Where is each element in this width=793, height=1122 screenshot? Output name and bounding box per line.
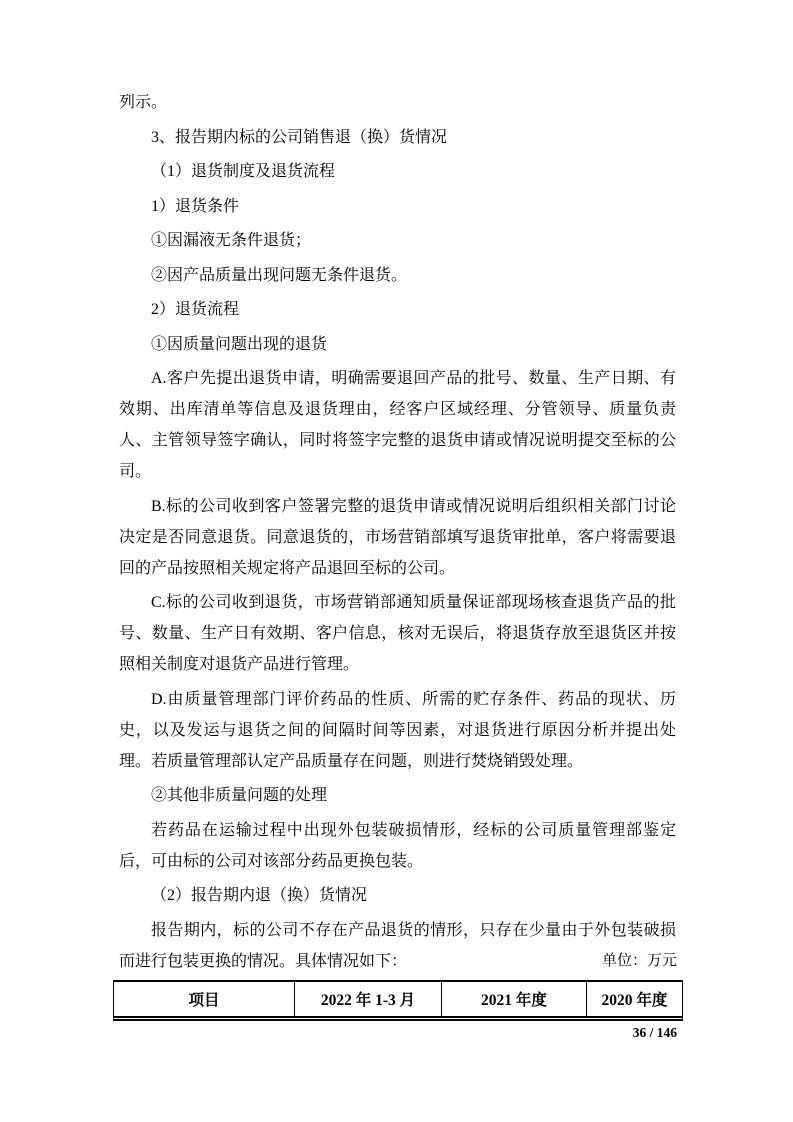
return-summary-table [113,980,683,1021]
heading-return-process: 2）退货流程 [151,301,240,318]
unit-label: 单位：万元 [601,953,677,969]
heading-non-quality-issues: ②其他非质量问题的处理 [151,787,328,804]
table-header-2022-q1: 2022 年 1-3 月 [294,982,441,1016]
paragraph-carryover: 列示。 [119,94,168,111]
body-text [119,87,676,980]
heading-return-conditions: 1）退货条件 [151,197,240,215]
paragraph-step-d: D.由质量管理部门评价药品的性质、所需的贮存条件、药品的现状、历史，以及发运与退货之间的间隔时间等因素，对退货进行原因分析并提出处理。若质量管理部认定产品质量存在问题，则进行焚烧销毁处理。 [119,690,676,770]
item-condition-2: ②因产品质量出现问题无条件退货。 [151,266,408,284]
heading-section-3: 3、报告期内标的公司销售退（换）货情况 [151,128,448,146]
paragraph-repackaging: 若药品在运输过程中出现外包装破损情形，经标的公司质量管理部鉴定后，可由标的公司对该部分药品更换包装。 [119,821,676,870]
heading-return-policy: （1）退货制度及退货流程 [151,163,336,180]
page-number: 36 / 146 [632,1025,677,1040]
heading-period-returns: （2）报告期内退（换）货情况 [151,887,368,904]
paragraph-period-summary: 报告期内，标的公司不存在产品退货的情形，只存在少量由于外包装破损而进行包装更换的情况。具体情况如下： [119,921,676,970]
table-header-2021: 2021 年度 [441,982,586,1016]
heading-quality-returns: ①因质量问题出现的退货 [151,335,328,353]
table-header-item: 项目 [188,992,220,1009]
table-header-2020: 2020 年度 [586,982,682,1016]
paragraph-step-a: A.客户先提出退货申请，明确需要退回产品的批号、数量、生产日期、有效期、出库清单等信息及退货理由，经客户区域经理、分管领导、质量负责人、主管领导签字确认，同时将签字完整的退货申请或情况说明提交至标的公司。 [119,370,676,480]
item-condition-1: ①因漏液无条件退货； [151,232,312,249]
paragraph-step-b: B.标的公司收到客户签署完整的退货申请或情况说明后组织相关部门讨论决定是否同意退货。同意退货的，市场营销部填写退货审批单，客户将需要退回的产品按照相关规定将产品退回至标的公司。 [119,497,676,577]
paragraph-step-c: C.标的公司收到退货，市场营销部通知质量保证部现场核查退货产品的批号、数量、生产日有效期、客户信息，核对无误后，将退货存放至退货区并按照相关制度对退货产品进行管理。 [119,594,676,673]
